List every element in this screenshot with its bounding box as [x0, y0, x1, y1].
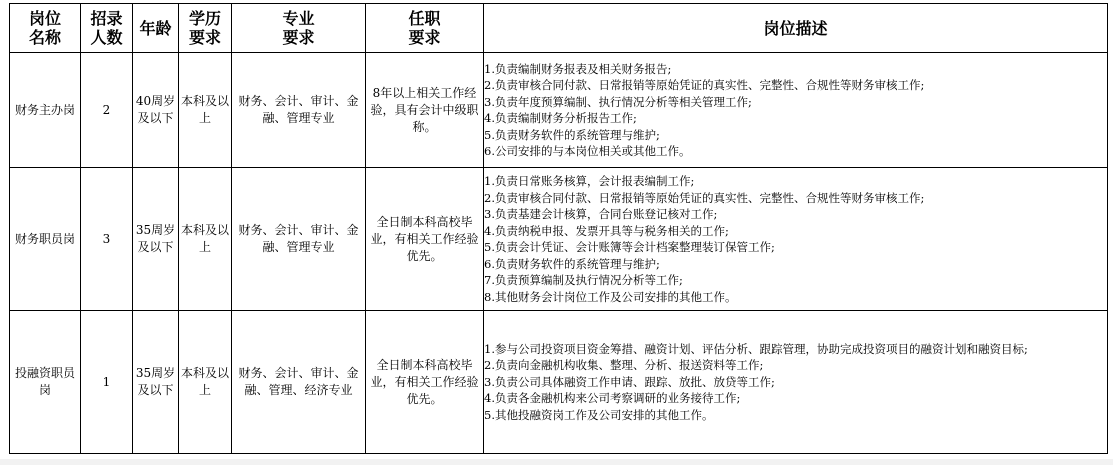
description-item: 8.其他财务会计岗位工作及公司安排的其他工作。 [484, 289, 737, 304]
requirement-cell: 全日制本科高校毕业，有相关工作经验优先。 [366, 311, 484, 454]
description-cell [484, 53, 1108, 168]
position-name-cell: 投融资职员岗 [10, 311, 81, 454]
header-position-name: 岗位 名称 [10, 4, 81, 53]
description-item: 6.公司安排的与本岗位相关或其他工作。 [484, 144, 691, 158]
description-item: 4.负责纳税申报、发票开具等与税务相关的工作; [484, 223, 729, 238]
requirement-cell: 8年以上相关工作经验，具有会计中级职称。 [366, 53, 484, 168]
description-item: 3.负责年度预算编制、执行情况分析等相关管理工作; [484, 94, 752, 109]
table-row [10, 168, 1108, 311]
position-name-cell: 财务主办岗 [10, 53, 81, 168]
description-item: 3.负责基建会计核算，合同台账登记核对工作; [484, 207, 718, 221]
age-cell: 35周岁及以下 [133, 168, 179, 311]
recruit-count-cell: 3 [81, 168, 133, 311]
description-item: 2.负责向金融机构收集、整理、分析、报送资料等工作; [484, 358, 764, 373]
major-cell: 财务、会计、审计、金融、管理专业 [232, 53, 366, 168]
description-item: 2.负责审核合同付款、日常报销等原始凭证的真实性、完整性、合规性等财务审核工作; [484, 78, 925, 92]
description-cell [484, 168, 1108, 311]
requirement-cell: 全日制本科高校毕业，有相关工作经验优先。 [366, 168, 484, 311]
recruit-count-cell: 1 [81, 311, 133, 454]
description-cell [484, 311, 1108, 454]
header-age: 年龄 [133, 4, 179, 53]
header-description: 岗位描述 [484, 4, 1108, 53]
header-major: 专业 要求 [232, 4, 366, 53]
position-name-cell: 财务职员岗 [10, 168, 81, 311]
description-item: 4.负责编制财务分析报告工作; [484, 111, 637, 125]
description-item: 1.负责日常账务核算，会计报表编制工作; [484, 174, 695, 188]
header-education: 学历 要求 [179, 4, 232, 53]
description-item: 1.负责编制财务报表及相关财务报告; [484, 61, 672, 76]
description-item: 7.负责预算编制及执行情况分析等工作; [484, 273, 683, 287]
education-cell: 本科及以上 [179, 168, 232, 311]
description-item: 6.负责财务软件的系统管理与维护; [484, 256, 660, 271]
header-requirement: 任职 要求 [366, 4, 484, 53]
major-cell: 财务、会计、审计、金融、管理专业 [232, 168, 366, 311]
job-table [9, 3, 1108, 454]
description-item: 5.负责财务软件的系统管理与维护; [484, 127, 660, 142]
table-row [10, 53, 1108, 168]
description-item: 4.负责各金融机构来公司考察调研的业务接待工作; [484, 391, 741, 406]
education-cell: 本科及以上 [179, 53, 232, 168]
page-bottom-band [0, 459, 1113, 465]
education-cell: 本科及以上 [179, 311, 232, 454]
header-recruit-count: 招录 人数 [81, 4, 133, 53]
table-row [10, 311, 1108, 454]
recruit-count-cell: 2 [81, 53, 133, 168]
major-cell: 财务、会计、审计、金融、管理、经济专业 [232, 311, 366, 454]
header-row [10, 4, 1108, 53]
age-cell: 35周岁及以下 [133, 311, 179, 454]
age-cell: 40周岁及以下 [133, 53, 179, 168]
description-item: 2.负责审核合同付款、日常报销等原始凭证的真实性、完整性、合规性等财务审核工作; [484, 190, 925, 205]
description-item: 5.负责会计凭证、会计账簿等会计档案整理装订保管工作; [484, 240, 775, 254]
description-item: 3.负责公司具体融资工作申请、跟踪、放批、放贷等工作; [484, 374, 775, 389]
description-item: 5.其他投融资岗工作及公司安排的其他工作。 [484, 407, 714, 422]
description-item: 1.参与公司投资项目资金筹措、融资计划、评估分析、跟踪管理，协助完成投资项目的融资计划和融资目标; [484, 341, 1028, 356]
